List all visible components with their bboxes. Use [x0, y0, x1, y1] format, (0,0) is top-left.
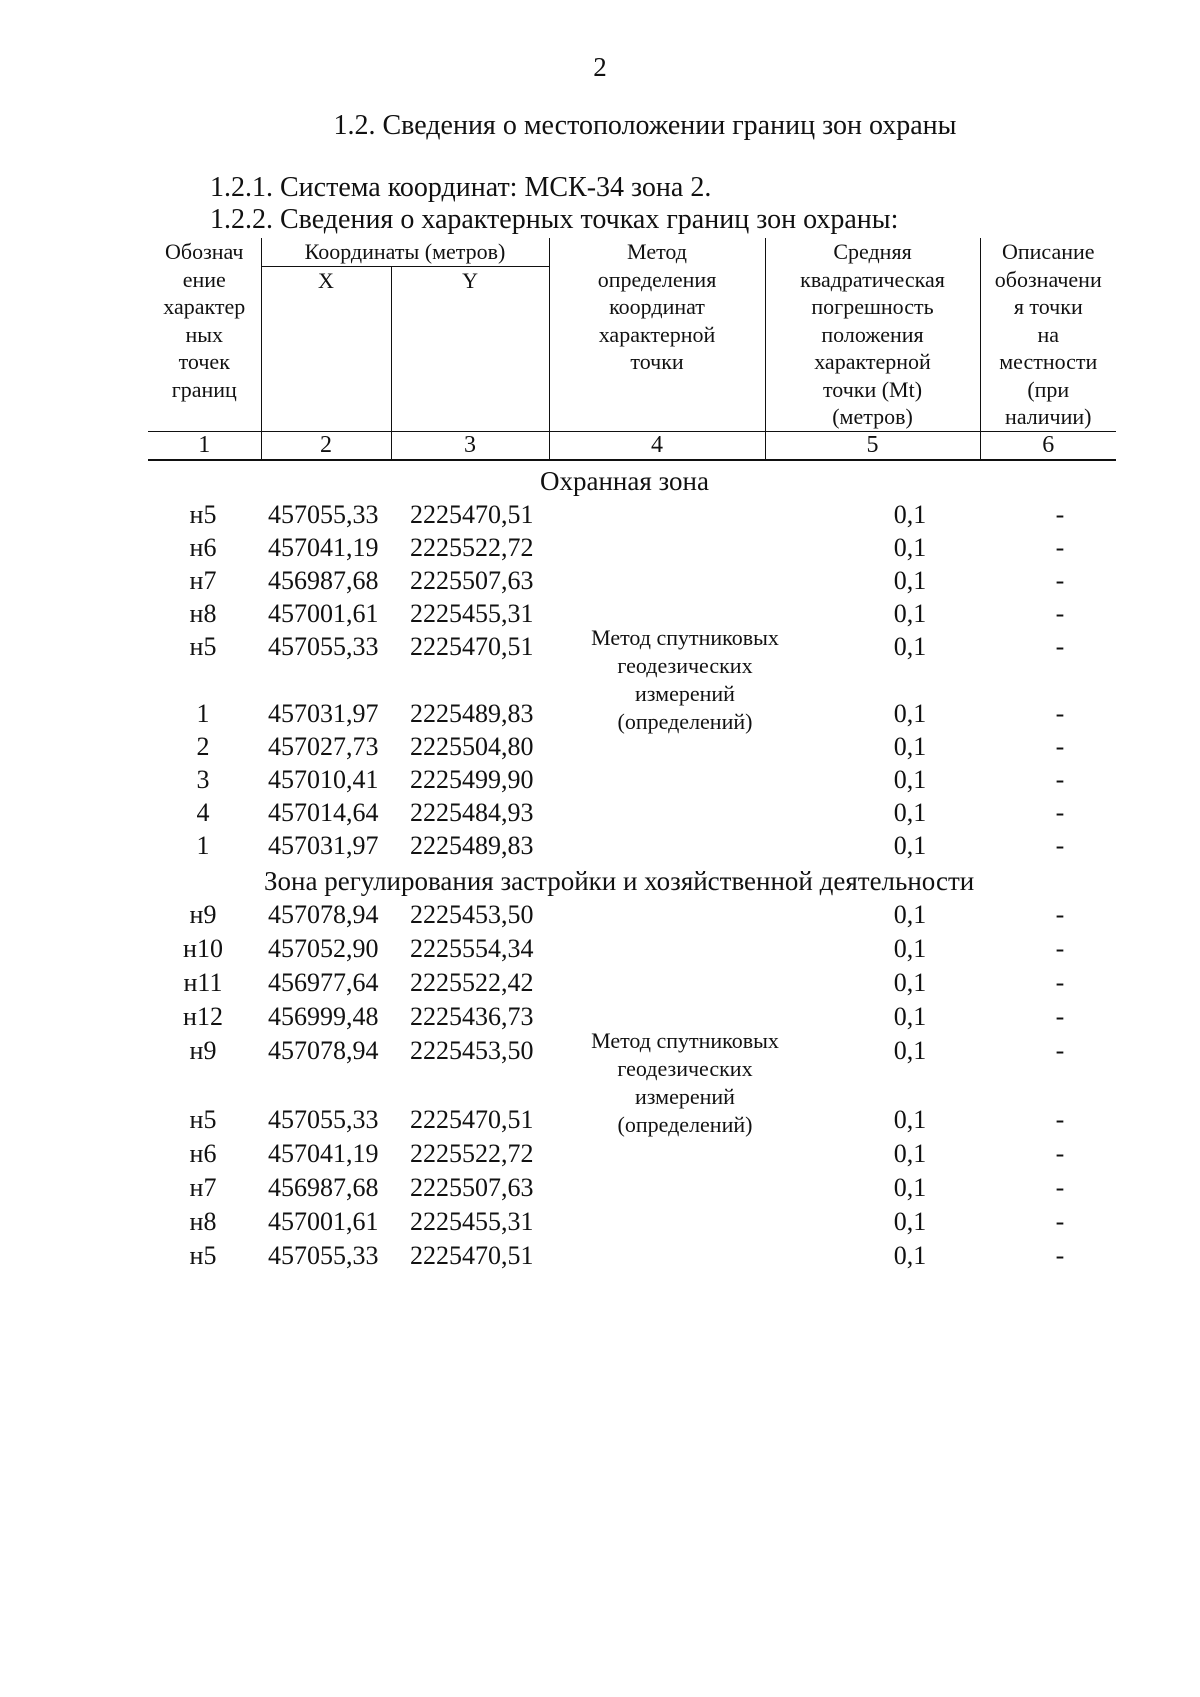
point-description: - — [1055, 1173, 1065, 1202]
point-x: 457055,33 — [268, 500, 379, 529]
point-accuracy: 0,1 — [893, 500, 927, 529]
point-x: 456977,64 — [268, 968, 379, 997]
point-y: 2225489,83 — [410, 831, 534, 860]
point-description: - — [1055, 900, 1065, 929]
method-note: Метод спутниковых геодезических измерений (определений) — [591, 1028, 779, 1137]
header-y: Y — [391, 266, 549, 431]
point-y: 2225455,31 — [410, 599, 534, 628]
point-accuracy: 0,1 — [893, 1002, 927, 1031]
point-description: - — [1055, 765, 1065, 794]
point-x: 457001,61 — [268, 1207, 379, 1236]
point-description: - — [1055, 1207, 1065, 1236]
point-accuracy: 0,1 — [893, 968, 927, 997]
point-description: - — [1055, 1139, 1065, 1168]
point-accuracy: 0,1 — [893, 699, 927, 728]
point-name: н7 — [189, 566, 217, 595]
section-heading: 1.2. Сведения о местоположении границ зон охраны — [333, 110, 957, 141]
point-name: н7 — [189, 1173, 217, 1202]
point-x: 457014,64 — [268, 798, 379, 827]
point-description: - — [1055, 699, 1065, 728]
column-number: 5 — [765, 431, 980, 460]
point-name: н9 — [189, 900, 217, 929]
table-header — [148, 238, 1116, 461]
point-name: н5 — [189, 632, 217, 661]
point-y: 2225470,51 — [410, 632, 534, 661]
point-accuracy: 0,1 — [893, 900, 927, 929]
point-description: - — [1055, 1241, 1065, 1270]
point-name: н8 — [189, 1207, 217, 1236]
point-y: 2225507,63 — [410, 566, 534, 595]
point-description: - — [1055, 934, 1065, 963]
point-name: 3 — [196, 765, 210, 794]
column-number: 1 — [148, 431, 261, 460]
point-description: - — [1055, 968, 1065, 997]
point-name: 1 — [196, 699, 210, 728]
point-description: - — [1055, 599, 1065, 628]
point-name: н10 — [183, 934, 223, 963]
point-x: 457031,97 — [268, 831, 379, 860]
point-name: н6 — [189, 533, 217, 562]
point-accuracy: 0,1 — [893, 1036, 927, 1065]
header-accuracy: Средняя квадратическая погрешность положения характерной точки (Mt) (метров) — [765, 238, 980, 431]
point-y: 2225453,50 — [410, 900, 534, 929]
point-x: 457055,33 — [268, 1105, 379, 1134]
point-accuracy: 0,1 — [893, 934, 927, 963]
point-accuracy: 0,1 — [893, 533, 927, 562]
header-point-designation: Обознач ение характер ных точек границ — [148, 238, 261, 431]
header-description: Описание обозначени я точки на местности (при наличии) — [980, 238, 1116, 431]
point-accuracy: 0,1 — [893, 632, 927, 661]
point-x: 457027,73 — [268, 732, 379, 761]
point-description: - — [1055, 1105, 1065, 1134]
point-y: 2225436,73 — [410, 1002, 534, 1031]
point-accuracy: 0,1 — [893, 566, 927, 595]
point-name: н11 — [183, 968, 223, 997]
point-name: н5 — [189, 500, 217, 529]
point-x: 457078,94 — [268, 900, 379, 929]
point-y: 2225522,72 — [410, 533, 534, 562]
point-x: 457031,97 — [268, 699, 379, 728]
header-x: X — [261, 266, 391, 431]
point-x: 456987,68 — [268, 566, 379, 595]
point-x: 457052,90 — [268, 934, 379, 963]
point-description: - — [1055, 533, 1065, 562]
point-y: 2225554,34 — [410, 934, 534, 963]
point-x: 456987,68 — [268, 1173, 379, 1202]
point-x: 457055,33 — [268, 1241, 379, 1270]
point-x: 457041,19 — [268, 533, 379, 562]
header-coordinates: Координаты (метров) — [261, 238, 549, 266]
point-x: 457001,61 — [268, 599, 379, 628]
point-y: 2225507,63 — [410, 1173, 534, 1202]
column-number: 6 — [980, 431, 1116, 460]
section-title-regulation-zone: Зона регулирования застройки и хозяйственной деятельности — [264, 866, 975, 896]
point-description: - — [1055, 566, 1065, 595]
point-name: н5 — [189, 1105, 217, 1134]
point-y: 2225453,50 — [410, 1036, 534, 1065]
point-x: 457041,19 — [268, 1139, 379, 1168]
point-y: 2225489,83 — [410, 699, 534, 728]
point-accuracy: 0,1 — [893, 732, 927, 761]
point-x: 457055,33 — [268, 632, 379, 661]
point-name: н5 — [189, 1241, 217, 1270]
point-y: 2225484,93 — [410, 798, 534, 827]
point-name: 1 — [196, 831, 210, 860]
column-number: 2 — [261, 431, 391, 460]
point-accuracy: 0,1 — [893, 831, 927, 860]
point-description: - — [1055, 500, 1065, 529]
point-description: - — [1055, 1002, 1065, 1031]
point-y: 2225470,51 — [410, 1105, 534, 1134]
point-y: 2225455,31 — [410, 1207, 534, 1236]
point-description: - — [1055, 1036, 1065, 1065]
point-y: 2225522,42 — [410, 968, 534, 997]
point-y: 2225499,90 — [410, 765, 534, 794]
point-y: 2225522,72 — [410, 1139, 534, 1168]
point-accuracy: 0,1 — [893, 1207, 927, 1236]
point-y: 2225470,51 — [410, 500, 534, 529]
point-accuracy: 0,1 — [893, 765, 927, 794]
point-name: 2 — [196, 732, 210, 761]
page-number: 2 — [593, 52, 607, 82]
point-accuracy: 0,1 — [893, 1139, 927, 1168]
point-accuracy: 0,1 — [893, 798, 927, 827]
point-name: 4 — [196, 798, 210, 827]
point-x: 456999,48 — [268, 1002, 379, 1031]
points-title-line: 1.2.2. Сведения о характерных точках границ зон охраны: — [210, 204, 899, 235]
point-name: н9 — [189, 1036, 217, 1065]
point-accuracy: 0,1 — [893, 1173, 927, 1202]
point-y: 2225470,51 — [410, 1241, 534, 1270]
point-accuracy: 0,1 — [893, 1241, 927, 1270]
point-description: - — [1055, 632, 1065, 661]
point-name: н8 — [189, 599, 217, 628]
method-note: Метод спутниковых геодезических измерений (определений) — [591, 625, 779, 734]
point-accuracy: 0,1 — [893, 599, 927, 628]
point-name: н6 — [189, 1139, 217, 1168]
point-x: 457010,41 — [268, 765, 379, 794]
column-number: 4 — [549, 431, 765, 460]
point-name: н12 — [183, 1002, 223, 1031]
point-y: 2225504,80 — [410, 732, 534, 761]
point-accuracy: 0,1 — [893, 1105, 927, 1134]
header-method: Метод определения координат характерной точки — [549, 238, 765, 431]
section-title-protection-zone: Охранная зона — [540, 466, 709, 496]
column-number: 3 — [391, 431, 549, 460]
point-description: - — [1055, 798, 1065, 827]
point-description: - — [1055, 732, 1065, 761]
point-description: - — [1055, 831, 1065, 860]
point-x: 457078,94 — [268, 1036, 379, 1065]
coord-system-line: 1.2.1. Система координат: МСК-34 зона 2. — [210, 172, 712, 203]
